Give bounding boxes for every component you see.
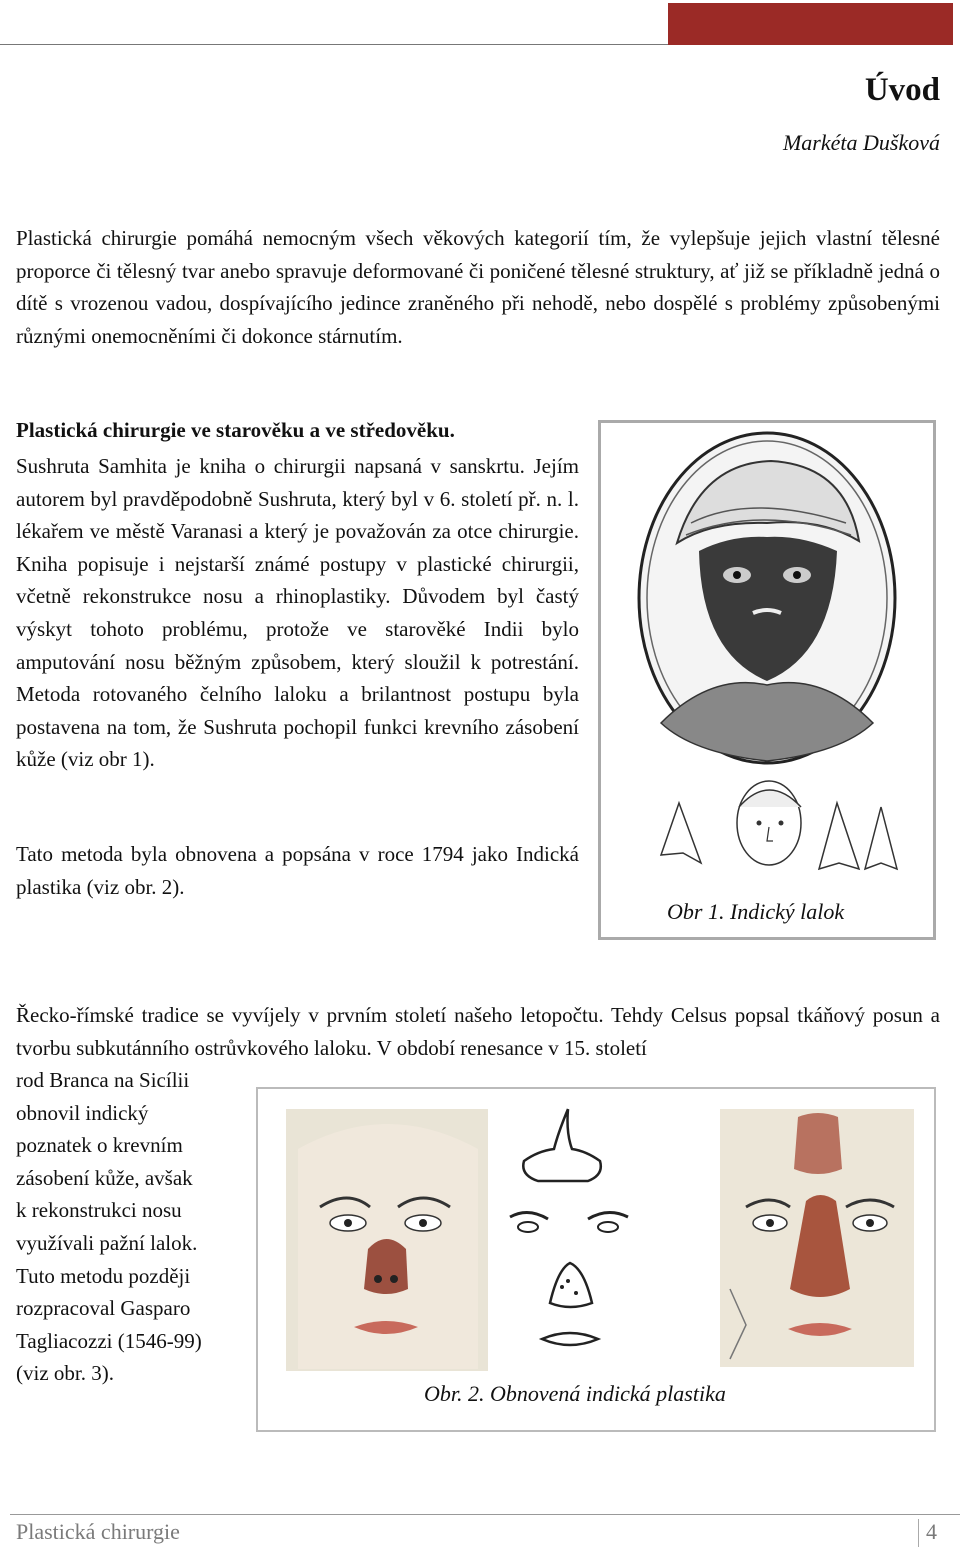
branca-line: (viz obr. 3). (16, 1361, 114, 1386)
branca-line: k rekonstrukci nosu (16, 1198, 182, 1223)
section-heading: Plastická chirurgie ve starověku a ve středověku. (16, 418, 455, 442)
header-rule (0, 44, 668, 45)
branca-paragraph (16, 1064, 236, 1390)
indian-flap-illustration (601, 423, 933, 893)
greco-roman-paragraph: Řecko-římské tradice se vyvíjely v prvním století našeho letopočtu. Tehdy Celsus popsal tkáňový posun a tvorbu subkutánního ostrůvkového laloku. V období renesance v 15. století (16, 1003, 940, 1060)
page-number: 4 (926, 1519, 937, 1544)
footer-title: Plastická chirurgie (16, 1519, 180, 1544)
branca-line: zásobení kůže, avšak (16, 1165, 193, 1190)
figure1-caption: Obr 1. Indický lalok (667, 899, 845, 924)
header-color-band (668, 3, 953, 45)
intro-paragraph: Plastická chirurgie pomáhá nemocným všech věkových kategorií tím, že vylepšuje jejich vlastní tělesné proporce či tělesný tvar anebo spravuje deformované či poničené tělesné struktury, ať již se příkladně jedná o dítě s vrozenou vadou, dospívajícího jedince zraněného při nehodě, nebo dospělé s problémy způsobenými různými onemocněními či dokonce stárnutím. (16, 226, 940, 348)
branca-line: rod Branca na Sicílii (16, 1068, 190, 1092)
branca-line: rozpracoval Gasparo (16, 1296, 191, 1321)
branca-line: využívali pažní lalok. (16, 1230, 198, 1255)
figure-indian-flap (598, 420, 936, 940)
sushruta-paragraph: Sushruta Samhita je kniha o chirurgii napsaná v sanskrtu. Jejím autorem byl pravděpodobně Sushruta, který byl v 6. století př. n. l. lékařem ve městě Varanasi a který je považován za otce chirurgie. Kniha popisuje i nejstarší známé postupy v plastické chirurgii, včetně rekonstrukce nosu a rhinoplastiky. Důvodem byl častý výskyt tohoto problému, protože ve starověké Indii bylo amputování nosu běžným způsobem, který sloužil k potrestání. Metoda rotovaného čelního laloku a brilantnost postupu byla postavena na tom, že Sushruta pochopil funkci krevního zásobení kůže (viz obr 1). (16, 454, 579, 772)
footer-rule (10, 1514, 960, 1515)
figure-restored-indian-plasty (256, 1087, 936, 1432)
branca-line: Tuto metodu později (16, 1263, 191, 1288)
page-title: Úvod (864, 72, 940, 108)
branca-line: obnovil indický (16, 1100, 149, 1125)
footer-separator (918, 1519, 919, 1547)
author-name: Markéta Dušková (782, 130, 940, 155)
figure2-caption: Obr. 2. Obnovená indická plastika (424, 1381, 726, 1406)
restored-indian-plasty-illustration (258, 1089, 934, 1379)
branca-line: Tagliacozzi (1546-99) (16, 1328, 202, 1353)
indian-method-paragraph: Tato metoda byla obnovena a popsána v roce 1794 jako Indická plastika (viz obr. 2). (16, 842, 579, 899)
branca-line: poznatek o krevním (16, 1133, 183, 1158)
